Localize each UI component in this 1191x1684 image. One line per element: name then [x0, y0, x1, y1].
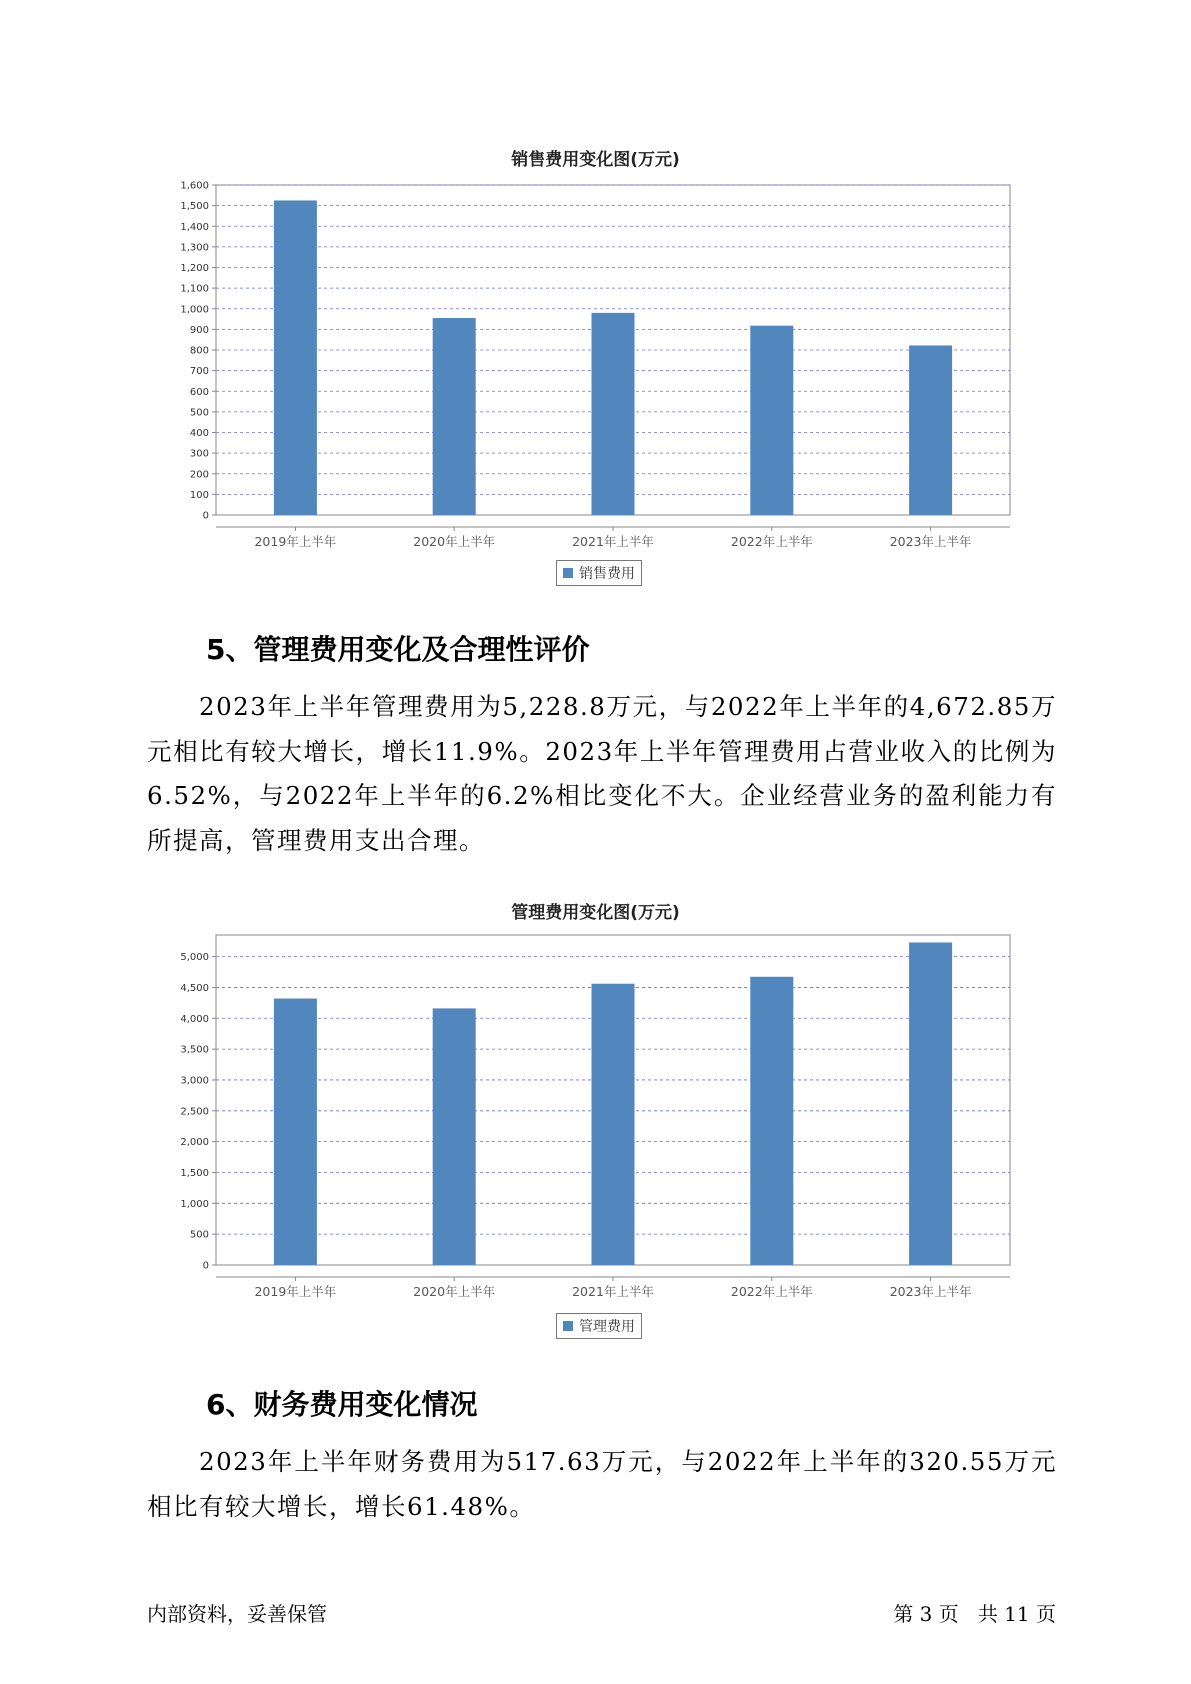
y-tick-label: 700: [189, 366, 209, 378]
chart-legend-sales: [556, 560, 642, 586]
bar: [909, 345, 952, 515]
x-tick-label: 2021年上半年: [572, 534, 654, 549]
bar: [274, 200, 317, 515]
y-tick-label: 500: [189, 407, 209, 419]
x-tick-label: 2019年上半年: [254, 1284, 337, 1299]
y-tick-label: 1,200: [180, 263, 209, 274]
y-tick-label: 400: [189, 428, 209, 439]
y-tick-label: 600: [189, 386, 209, 398]
y-tick-label: 200: [189, 469, 209, 481]
y-tick-label: 3,500: [180, 1044, 209, 1056]
y-tick-label: 1,300: [180, 242, 209, 254]
bar: [750, 977, 793, 1265]
y-tick-label: 800: [189, 345, 209, 357]
footer-left: 内部资料，妥善保管: [147, 1602, 327, 1626]
y-tick-label: 3,000: [180, 1075, 209, 1087]
legend-swatch: [563, 568, 573, 578]
y-tick-label: 500: [189, 1229, 209, 1241]
legend-label: 管理费用: [579, 1319, 635, 1335]
bar: [592, 984, 635, 1265]
x-tick-label: 2020年上半年: [413, 534, 496, 549]
section-heading-5: 5、管理费用变化及合理性评价: [206, 633, 590, 666]
y-tick-label: 900: [189, 324, 209, 336]
bar: [592, 313, 635, 515]
y-tick-label: 100: [189, 489, 209, 501]
bar: [274, 999, 317, 1265]
chart-legend-admin: [556, 1313, 642, 1339]
y-tick-label: 1,500: [180, 1167, 209, 1179]
chart-title-admin: 管理费用变化图(万元): [511, 903, 680, 923]
section-heading-6: 6、财务费用变化情况: [206, 1388, 478, 1421]
admin-expense-chart: [0, 920, 1191, 1300]
y-tick-label: 0: [202, 510, 209, 522]
section-paragraph-6: 2023年上半年财务费用为517.63万元，与2022年上半年的320.55万元相比有较大增长，增长61.48%。: [147, 1447, 1057, 1521]
y-tick-label: 1,500: [180, 201, 209, 213]
x-tick-label: 2022年上半年: [730, 1284, 813, 1299]
y-tick-label: 1,000: [180, 1198, 209, 1210]
y-tick-label: 5,000: [180, 952, 209, 964]
x-tick-label: 2023年上半年: [889, 534, 972, 549]
y-tick-label: 4,500: [180, 982, 209, 994]
bar: [750, 326, 793, 515]
legend-label: 销售费用: [579, 566, 635, 582]
x-tick-label: 2023年上半年: [889, 1284, 972, 1299]
sales-expense-chart: [0, 170, 1191, 550]
y-tick-label: 0: [202, 1260, 209, 1272]
footer-right: 第 3 页 共 11 页: [893, 1602, 1056, 1626]
chart-title-sales: 销售费用变化图(万元): [511, 150, 680, 170]
y-tick-label: 300: [189, 448, 209, 460]
bar: [433, 1008, 476, 1265]
y-tick-label: 1,600: [180, 180, 209, 192]
x-tick-label: 2022年上半年: [730, 534, 813, 549]
y-tick-label: 1,400: [180, 221, 209, 233]
y-tick-label: 1,000: [180, 304, 209, 316]
y-tick-label: 2,500: [180, 1106, 209, 1118]
section-paragraph-5: 2023年上半年管理费用为5,228.8万元，与2022年上半年的4,672.85万元相比有较大增长，增长11.9%。2023年上半年管理费用占营业收入的比例为6.52%，与2022年上半年的6.2%相比变化不大。企业经营业务的盈利能力有所提高，管理费用支出合理。: [147, 692, 1057, 855]
y-tick-label: 1,100: [180, 283, 209, 295]
x-tick-label: 2020年上半年: [413, 1284, 496, 1299]
y-tick-label: 2,000: [180, 1137, 209, 1149]
bar: [909, 942, 952, 1265]
legend-swatch: [563, 1321, 573, 1331]
y-tick-label: 4,000: [180, 1013, 209, 1025]
x-tick-label: 2021年上半年: [572, 1284, 654, 1299]
x-tick-label: 2019年上半年: [254, 534, 337, 549]
bar: [433, 318, 476, 515]
